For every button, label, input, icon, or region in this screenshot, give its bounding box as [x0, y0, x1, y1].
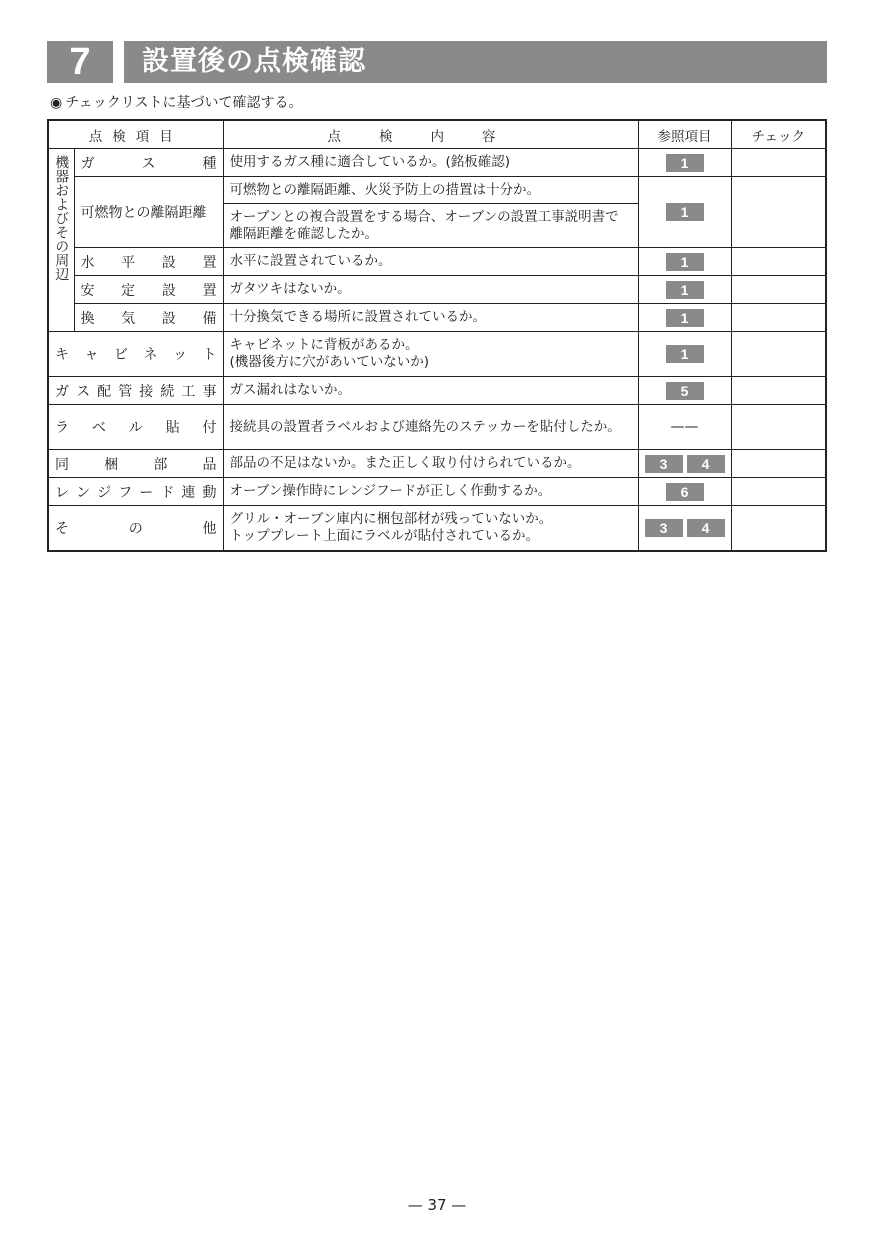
check-cell[interactable]: [731, 405, 826, 450]
item-stable: [74, 276, 223, 304]
content-label: 接続具の設置者ラベルおよび連絡先のステッカーを貼付したか。: [223, 405, 638, 450]
item-char: 品: [202, 456, 217, 473]
table-row: [48, 304, 826, 332]
item-char: そ: [55, 520, 69, 537]
ref-badge: 4: [687, 519, 725, 537]
item-char: 平: [121, 254, 136, 271]
item-char: 置: [202, 254, 217, 271]
item-char: 続: [160, 383, 175, 400]
ref-cabinet: [638, 332, 731, 377]
category-cell: [48, 149, 74, 332]
header-row: [48, 120, 826, 149]
item-char: 付: [202, 420, 217, 436]
check-cell[interactable]: [731, 377, 826, 405]
check-cell[interactable]: [731, 304, 826, 332]
item-other: [48, 506, 223, 551]
item-parts: [48, 450, 223, 478]
check-cell[interactable]: [731, 149, 826, 177]
content-gas-pipe: ガス漏れはないか。: [223, 377, 638, 405]
checklist-table: [47, 119, 827, 552]
item-char: レ: [55, 484, 69, 501]
item-char: 設: [161, 282, 176, 299]
item-char: ス: [141, 155, 156, 172]
check-cell[interactable]: [731, 177, 826, 248]
item-char: ト: [202, 347, 217, 363]
item-char: 管: [118, 383, 133, 400]
item-char: ジ: [97, 484, 112, 501]
item-cabinet: [48, 332, 223, 377]
content-cabinet: キャビネットに背板があるか。 (機器後方に穴があいていないか): [223, 332, 638, 377]
item-char: 他: [202, 520, 217, 537]
ref-badge: 1: [666, 203, 704, 221]
content-clearance-1: 可燃物との離隔距離、火災予防上の措置は十分か。: [223, 177, 638, 204]
item-hood: [48, 478, 223, 506]
ref-badge: 4: [687, 455, 725, 473]
item-char: 設: [161, 254, 176, 271]
content-gas-type: 使用するガス種に適合しているか。(銘板確認): [223, 149, 638, 177]
item-char: フ: [118, 484, 133, 501]
item-char: 定: [121, 282, 136, 299]
check-cell[interactable]: [731, 332, 826, 377]
ref-dash: ——: [670, 419, 699, 435]
item-char: 気: [121, 310, 136, 327]
item-char: 設: [161, 310, 176, 327]
item-clearance: 可燃物との離隔距離: [74, 177, 223, 248]
item-char: ス: [76, 383, 91, 400]
table-row: [48, 506, 826, 551]
header-item: 点検項目: [48, 120, 223, 149]
page-number: — 37 —: [407, 1196, 467, 1214]
ref-other: [638, 506, 731, 551]
item-char: ー: [139, 484, 154, 501]
item-char: 種: [202, 155, 217, 172]
item-char: ビ: [114, 347, 128, 363]
item-char: ネ: [143, 347, 158, 363]
ref-badge: 1: [666, 345, 704, 363]
item-char: ッ: [173, 347, 187, 363]
table-row: [48, 377, 826, 405]
item-gas-type: [74, 149, 223, 177]
ref-level: [638, 248, 731, 276]
item-label: [48, 405, 223, 450]
table-row: [48, 450, 826, 478]
item-level: [74, 248, 223, 276]
item-char: 連: [181, 484, 196, 501]
check-cell[interactable]: [731, 276, 826, 304]
item-char: ベ: [91, 420, 106, 436]
item-char: ン: [76, 484, 91, 501]
ref-badge: 3: [645, 455, 683, 473]
ref-label: [638, 405, 731, 450]
content-stable: ガタツキはないか。: [223, 276, 638, 304]
ref-hood: [638, 478, 731, 506]
item-char: ド: [160, 484, 175, 501]
intro-line: [50, 92, 303, 112]
ref-gas-type: [638, 149, 731, 177]
check-cell[interactable]: [731, 450, 826, 478]
ref-clearance: [638, 177, 731, 248]
item-char: 安: [80, 282, 95, 299]
table-row: [48, 149, 826, 177]
item-char: ラ: [55, 420, 69, 436]
section-number: 7: [47, 41, 113, 83]
item-char: 換: [80, 310, 95, 327]
item-char: 動: [202, 484, 217, 501]
content-clearance-2: オーブンとの複合設置をする場合、オーブンの設置工事説明書で離隔距離を確認したか。: [223, 204, 638, 248]
item-char: 配: [97, 383, 112, 400]
ref-badge: 1: [666, 154, 704, 172]
table-row: [48, 405, 826, 450]
item-char: 事: [202, 383, 217, 400]
ref-parts: [638, 450, 731, 478]
item-char: 接: [139, 383, 154, 400]
item-char: 備: [202, 310, 217, 327]
item-char: ガ: [55, 383, 69, 400]
item-vent: [74, 304, 223, 332]
ref-badge: 3: [645, 519, 683, 537]
content-other: グリル・オーブン庫内に梱包部材が残っていないか。 トッププレート上面にラベルが貼付されているか。: [223, 506, 638, 551]
ref-badge: 6: [666, 483, 704, 501]
content-level: 水平に設置されているか。: [223, 248, 638, 276]
item-char: の: [128, 520, 143, 537]
check-cell[interactable]: [731, 506, 826, 551]
item-char: 梱: [104, 456, 119, 473]
intro-text: チェックリストに基づいて確認する。: [65, 95, 303, 111]
ref-badge: 1: [666, 309, 704, 327]
item-char: ガ: [80, 155, 95, 172]
table-row: [48, 248, 826, 276]
item-gas-pipe: [48, 377, 223, 405]
header-content: 点検内容: [223, 120, 638, 149]
header-check: チェック: [731, 120, 826, 149]
item-char: 同: [55, 456, 69, 473]
ref-badge: 1: [666, 281, 704, 299]
header-ref: 参照項目: [638, 120, 731, 149]
item-char: 工: [181, 383, 196, 400]
ref-gas-pipe: [638, 377, 731, 405]
table-row: [48, 332, 826, 377]
content-hood: オーブン操作時にレンジフードが正しく作動するか。: [223, 478, 638, 506]
ref-vent: [638, 304, 731, 332]
item-char: 部: [153, 456, 168, 473]
item-char: ル: [128, 420, 143, 436]
content-vent: 十分換気できる場所に設置されているか。: [223, 304, 638, 332]
category-label: 機器およびその周辺: [53, 155, 70, 281]
table-row: [48, 276, 826, 304]
item-char: 置: [202, 282, 217, 299]
section-title: 設置後の点検確認: [124, 41, 827, 83]
content-parts: 部品の不足はないか。また正しく取り付けられているか。: [223, 450, 638, 478]
check-cell[interactable]: [731, 478, 826, 506]
check-cell[interactable]: [731, 248, 826, 276]
bullet-icon: ◉: [50, 95, 63, 111]
item-char: キ: [55, 347, 69, 363]
item-char: ャ: [84, 347, 99, 363]
item-char: 貼: [165, 420, 180, 436]
item-char: 水: [80, 254, 95, 271]
table-row: [48, 478, 826, 506]
ref-stable: [638, 276, 731, 304]
ref-badge: 5: [666, 382, 704, 400]
ref-badge: 1: [666, 253, 704, 271]
table-row: [48, 177, 826, 204]
